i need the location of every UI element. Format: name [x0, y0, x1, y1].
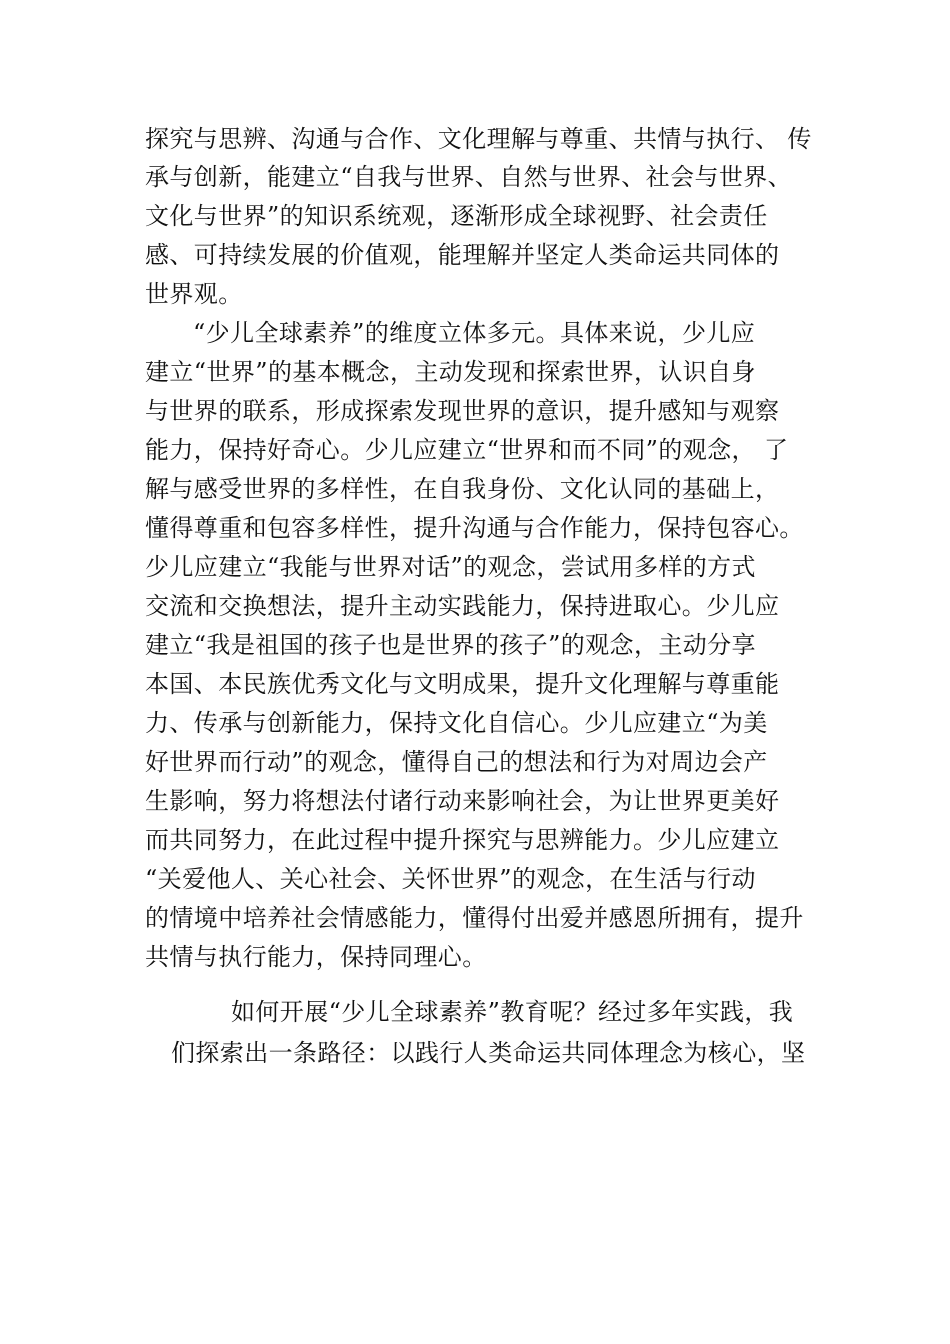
- text-line: “少儿全球素养”的维度立体多元。具体来说，少儿应: [193, 319, 756, 347]
- text-line: 感、可持续发展的价值观，能理解并坚定人类命运共同体的: [145, 241, 780, 269]
- text-line: 生影响，努力将想法付诸行动来影响社会，为让世界更美好: [145, 787, 780, 815]
- text-line: 懂得尊重和包容多样性，提升沟通与合作能力，保持包容心。: [145, 514, 804, 542]
- text-line: 如何开展“少儿全球素养”教育呢？经过多年实践，我: [231, 998, 794, 1026]
- text-line: 解与感受世界的多样性，在自我身份、文化认同的基础上，: [145, 475, 780, 503]
- text-line: 探究与思辨、沟通与合作、文化理解与尊重、共情与执行、 传: [145, 125, 812, 153]
- text-line: “关爱他人、关心社会、关怀世界”的观念，在生活与行动: [145, 865, 756, 893]
- text-line: 世界观。: [145, 280, 243, 308]
- text-line: 少儿应建立“我能与世界对话”的观念，尝试用多样的方式: [145, 553, 756, 581]
- text-line: 而共同努力，在此过程中提升探究与思辨能力。少儿应建立: [145, 826, 780, 854]
- text-line: 能力，保持好奇心。少儿应建立“世界和而不同”的观念， 了: [145, 436, 789, 464]
- text-line: 建立“我是祖国的孩子也是世界的孩子”的观念，主动分享: [145, 631, 756, 659]
- text-line: 的情境中培养社会情感能力，懂得付出爱并感恩所拥有，提升: [145, 904, 804, 932]
- text-line: 建立“世界”的基本概念，主动发现和探索世界，认识自身: [145, 358, 756, 386]
- text-line: 力、传承与创新能力，保持文化自信心。少儿应建立“为美: [145, 709, 768, 737]
- text-line: 共情与执行能力，保持同理心。: [145, 943, 487, 971]
- text-line: 交流和交换想法，提升主动实践能力，保持进取心。少儿应: [145, 592, 780, 620]
- text-line: 承与创新，能建立“自我与世界、自然与世界、社会与世界、: [145, 163, 793, 191]
- text-line: 与世界的联系，形成探索发现世界的意识，提升感知与观察: [145, 397, 780, 425]
- text-line: 们探索出一条路径：以践行人类命运共同体理念为核心，坚: [171, 1039, 806, 1067]
- text-line: 好世界而行动”的观念，懂得自己的想法和行为对周边会产: [145, 748, 768, 776]
- text-line: 本国、本民族优秀文化与文明成果，提升文化理解与尊重能: [145, 670, 780, 698]
- text-line: 文化与世界”的知识系统观，逐渐形成全球视野、社会责任: [145, 202, 768, 230]
